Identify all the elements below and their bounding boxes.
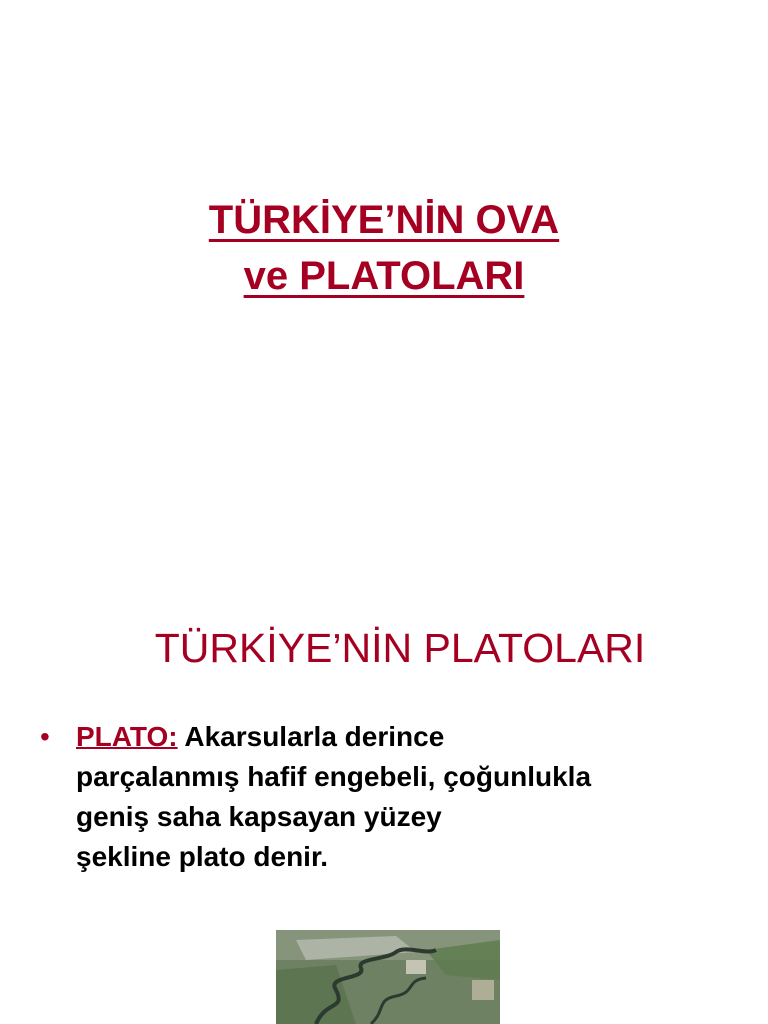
definition-line-4: şekline plato denir. <box>76 841 329 872</box>
slide2-title: TÜRKİYE’NİN PLATOLARI <box>154 625 646 671</box>
definition-bullet <box>40 717 740 877</box>
definition-line-2: parçalanmış hafif engebeli, çoğunlukla <box>76 761 592 792</box>
plateau-aerial-image <box>276 930 500 1024</box>
plateau-aerial-photo <box>276 930 500 1024</box>
title-line-2: ve PLATOLARI <box>243 254 525 298</box>
slide1-title <box>0 192 768 304</box>
title-line-1: TÜRKİYE’NİN OVA <box>208 198 560 242</box>
definition-term: PLATO: <box>76 721 178 752</box>
definition-line-3: geniş saha kapsayan yüzey <box>76 801 442 832</box>
definition-line-1: Akarsularla derince <box>177 721 445 752</box>
definition-text <box>76 717 740 877</box>
bullet-marker: • <box>40 721 50 752</box>
